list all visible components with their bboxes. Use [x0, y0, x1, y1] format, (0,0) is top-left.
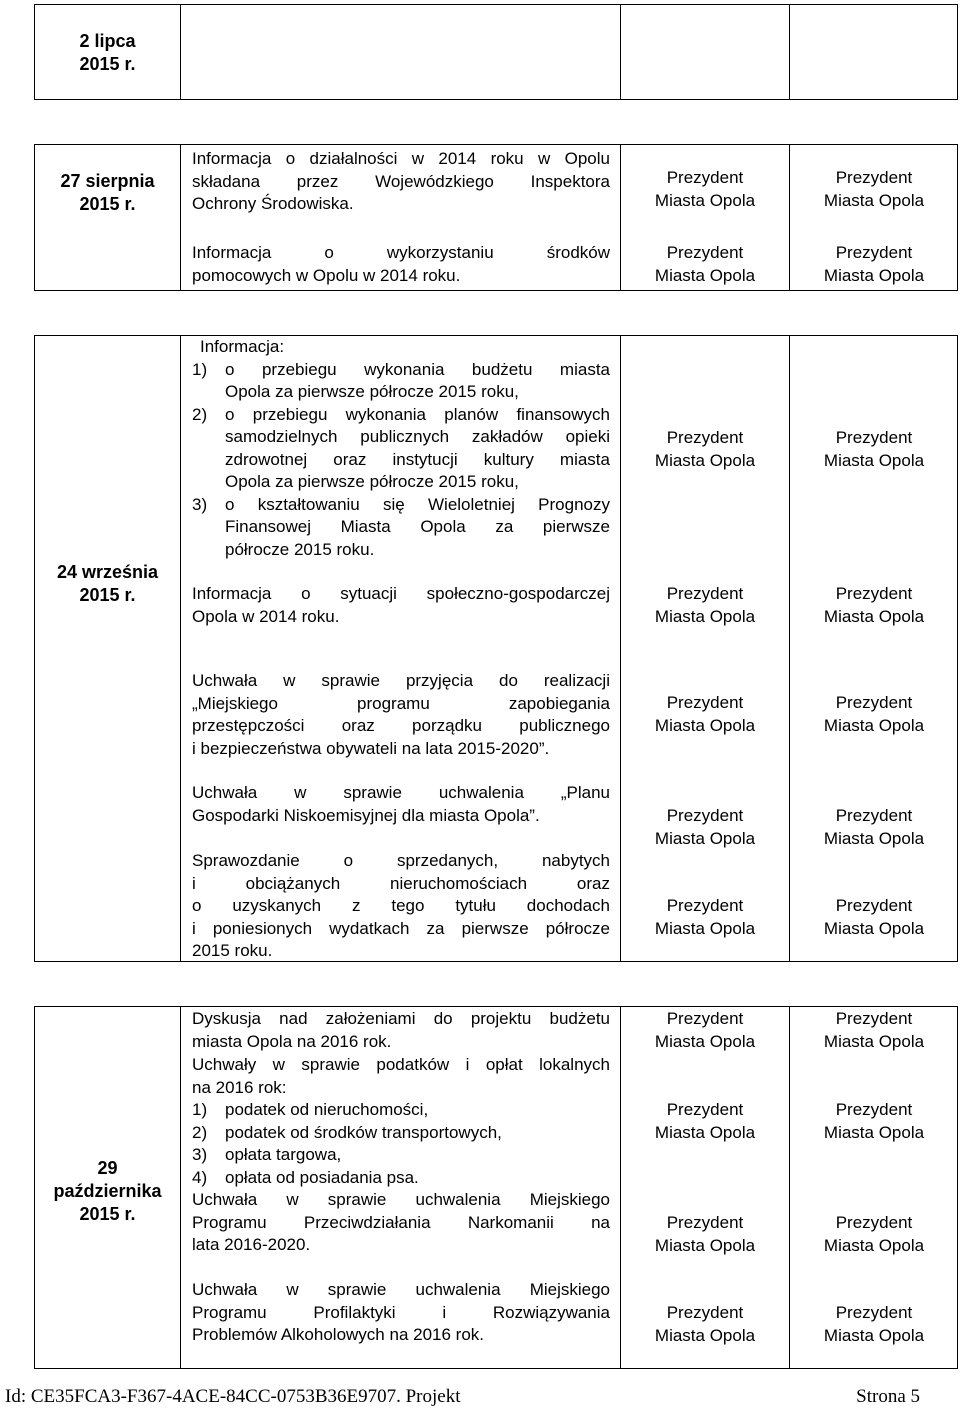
responsible-unit: Prezydent Miasta Opola — [654, 584, 756, 626]
reporting-unit: Prezydent Miasta Opola — [823, 1009, 925, 1051]
agenda-item-subject: Dyskusja nad założeniami do projektu budżetu miasta Opola na 2016 rok. — [192, 1009, 610, 1051]
list-item: 1) podatek od nieruchomości, — [192, 1100, 429, 1119]
schedule-block-august — [34, 144, 958, 291]
reporting-unit: Prezydent Miasta Opola — [823, 168, 925, 210]
agenda-item-subject: Uchwała w sprawie uchwalenia Miejskiego Programu Przeciwdziałania Narkomanii na lata 2016-2020. — [192, 1190, 610, 1254]
list-item: 1) o przebiegu wykonania budżetu miasta Opola za pierwsze półrocze 2015 roku, — [192, 359, 610, 401]
reporting-unit: Prezydent Miasta Opola — [823, 428, 925, 470]
responsible-unit: Prezydent Miasta Opola — [654, 693, 756, 735]
agenda-item-subject: Uchwały w sprawie podatków i opłat lokalnych na 2016 rok: 1) podatek od nieruchomości, 2) podatek od środków transportowych, 3) opłata targowa, 4) opłata od posiadania psa. — [192, 1054, 610, 1189]
responsible-unit: Prezydent Miasta Opola — [654, 428, 756, 470]
reporting-unit: Prezydent Miasta Opola — [823, 243, 925, 285]
tax-list — [192, 1099, 610, 1189]
agenda-item-subject: Informacja o działalności w 2014 roku w Opolu składana przez Wojewódzkiego Inspektora Ochrony Środowiska. — [192, 149, 610, 213]
schedule-block-september — [34, 335, 958, 962]
column-divider — [180, 145, 181, 290]
responsible-unit: Prezydent Miasta Opola — [654, 806, 756, 848]
responsible-unit: Prezydent Miasta Opola — [654, 1009, 756, 1051]
column-divider — [180, 336, 181, 961]
column-divider — [620, 5, 621, 99]
meeting-date: 2 lipca 2015 r. — [79, 31, 136, 74]
reporting-unit: Prezydent Miasta Opola — [823, 1303, 925, 1345]
reporting-unit: Prezydent Miasta Opola — [823, 896, 925, 938]
responsible-unit: Prezydent Miasta Opola — [654, 243, 756, 285]
list-item: 2) o przebiegu wykonania planów finansowych samodzielnych publicznych zakładów opieki zdrowotnej oraz instytucji kultury miasta Opola za pierwsze półrocze 2015 roku, — [192, 404, 610, 491]
meeting-date: 29 października 2015 r. — [53, 1158, 162, 1224]
schedule-block-october — [34, 1006, 958, 1369]
responsible-unit: Prezydent Miasta Opola — [654, 896, 756, 938]
responsible-unit: Prezydent Miasta Opola — [654, 168, 756, 210]
list-item: 4) opłata od posiadania psa. — [192, 1167, 419, 1187]
column-divider — [789, 5, 790, 99]
agenda-item-subject: Informacja o sytuacji społeczno-gospodarczej Opola w 2014 roku. — [192, 584, 610, 626]
reporting-unit: Prezydent Miasta Opola — [823, 693, 925, 735]
reporting-unit: Prezydent Miasta Opola — [823, 584, 925, 626]
agenda-item-subject: Informacja: 1) o przebiegu wykonania budżetu miasta Opola za pierwsze półrocze 2015 roku, 2) o przebiegu wykonania planów finansowych samodzielnych publicznych zakładów opieki zdrowotnej oraz instytucji kultury miasta Opola za pierwsze półrocze 2015 roku, 3) o kształtowaniu się Wieloletniej Prognozy Finansowej Miasta Opola za pierwsze półrocze 2015 roku. — [192, 336, 610, 561]
responsible-unit: Prezydent Miasta Opola — [654, 1100, 756, 1142]
agenda-item-subject: Uchwała w sprawie przyjęcia do realizacji „Miejskiego programu zapobiegania przestępczości oraz porządku publicznego i bezpieczeństwa obywateli na lata 2015-2020”. — [192, 671, 610, 758]
information-list — [192, 359, 610, 562]
list-item: 2) podatek od środków transportowych, — [192, 1122, 502, 1142]
list-item: 3) o kształtowaniu się Wieloletniej Prognozy Finansowej Miasta Opola za pierwsze półrocze 2015 roku. — [192, 494, 610, 559]
agenda-item-subject: Uchwała w sprawie uchwalenia Miejskiego Programu Profilaktyki i Rozwiązywania Problemów Alkoholowych na 2016 rok. — [192, 1280, 610, 1344]
reporting-unit: Prezydent Miasta Opola — [823, 806, 925, 848]
schedule-block-july — [34, 4, 958, 100]
agenda-item-subject: Sprawozdanie o sprzedanych, nabytych i obciążanych nieruchomościach oraz o uzyskanych z tego tytułu dochodach i poniesionych wydatkach za pierwsze półrocze 2015 roku. — [192, 851, 610, 960]
document-id: Id: CE35FCA3-F367-4ACE-84CC-0753B36E9707. Projekt — [5, 1386, 461, 1407]
responsible-unit: Prezydent Miasta Opola — [654, 1213, 756, 1255]
agenda-item-subject: Informacja o wykorzystaniu środków pomocowych w Opolu w 2014 roku. — [192, 243, 610, 285]
column-divider — [180, 1007, 181, 1368]
list-item: 3) opłata targowa, — [192, 1145, 342, 1164]
reporting-unit: Prezydent Miasta Opola — [823, 1213, 925, 1255]
page-footer — [5, 1386, 920, 1408]
column-divider — [180, 5, 181, 99]
reporting-unit: Prezydent Miasta Opola — [823, 1100, 925, 1142]
meeting-date: 27 sierpnia 2015 r. — [60, 171, 155, 214]
page-number: Strona 5 — [856, 1386, 920, 1407]
agenda-item-subject: Uchwała w sprawie uchwalenia „Planu Gospodarki Niskoemisyjnej dla miasta Opola”. — [192, 783, 610, 825]
meeting-date: 24 września 2015 r. — [56, 562, 159, 605]
responsible-unit: Prezydent Miasta Opola — [654, 1303, 756, 1345]
